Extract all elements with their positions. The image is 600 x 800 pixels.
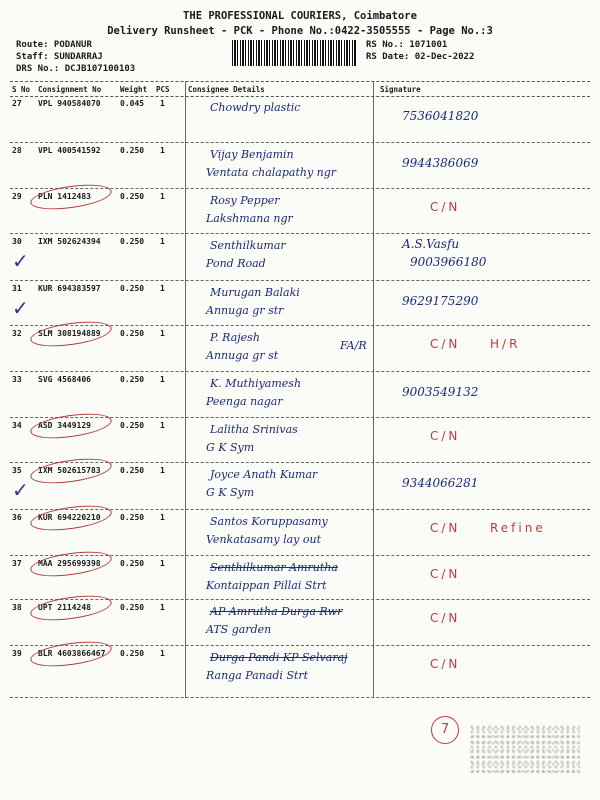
weight-value: 0.250 [120,649,145,658]
signature: 9003549132 [402,385,479,399]
consignment-number: PLN 1412483 [38,192,91,201]
serial-number: 38 [12,603,22,612]
col-consignment: Consignment No [38,85,102,94]
weight-value: 0.250 [120,146,145,155]
weight-value: 0.250 [120,329,145,338]
table-row [10,142,590,189]
consignment-number: SVG 4568406 [38,375,91,384]
signature: C/N [430,611,461,625]
pieces-count: 1 [160,192,165,201]
signature: C/N [430,200,461,214]
consignee-address: ATS garden [206,623,272,636]
consignment-number: KUR 694220210 [38,513,101,522]
consignment-number: KUR 694383597 [38,284,101,293]
consignee-name: Joyce Anath Kumar [210,468,318,481]
weight-value: 0.250 [120,513,145,522]
consignee-address: Annuga gr str [206,304,284,317]
route-label: Route: PODANUR [16,40,92,50]
col-consignee: Consignee Details [188,85,265,94]
consignment-number: VPL 400541592 [38,146,101,155]
serial-number: 30 [12,237,22,246]
weight-value: 0.250 [120,375,145,384]
signature: C/N [430,657,461,671]
consignee-address: Pond Road [206,257,266,270]
serial-number: 35 [12,466,22,475]
serial-number: 36 [12,513,22,522]
weight-value: 0.045 [120,99,145,108]
weight-value: 0.250 [120,421,145,430]
col-weight: Weight [120,85,148,94]
weight-value: 0.250 [120,237,145,246]
page-mark: 7 [431,716,459,744]
serial-number: 34 [12,421,22,430]
pieces-count: 1 [160,237,165,246]
consignee-name: Senthilkumar Amrutha [210,561,338,574]
consignee-name: K. Muthiyamesh [210,377,302,390]
pieces-count: 1 [160,559,165,568]
serial-number: 27 [12,99,22,108]
drs-number: DRS No.: DCJB107100103 [16,64,136,74]
col-signature: Signature [380,85,421,94]
ink-smudge [470,725,580,773]
consignee-address: Annuga gr st [206,349,279,362]
serial-number: 29 [12,192,22,201]
table-row [10,233,590,281]
weight-value: 0.250 [120,603,145,612]
check-mark-icon: ✓ [12,296,29,320]
consignee-address: Ventata chalapathy ngr [206,166,337,179]
pieces-count: 1 [160,284,165,293]
signature: 9344066281 [402,476,479,490]
weight-value: 0.250 [120,466,145,475]
consignment-number: IXM 502624394 [38,237,101,246]
signature: 7536041820 [402,109,479,123]
weight-value: 0.250 [120,284,145,293]
signature: C/N [430,521,461,535]
consignment-number: BLR 4603866467 [38,649,106,658]
table-row [10,280,590,326]
consignee-address: Ranga Panadi Strt [206,669,309,682]
consignee-name: P. Rajesh [210,331,260,344]
pieces-count: 1 [160,466,165,475]
consignee-address: Kontaippan Pillai Strt [206,579,327,592]
staff-label: Staff: SUNDARRAJ [16,52,103,62]
consignment-number: ASD 3449129 [38,421,91,430]
pieces-count: 1 [160,513,165,522]
rs-number: RS No.: 1071001 [366,40,448,50]
signature: 9629175290 [402,294,479,308]
signature-extra: H/R [490,337,521,351]
consignee-name: Murugan Balaki [210,286,300,299]
rs-date: RS Date: 02-Dec-2022 [366,52,475,62]
pieces-count: 1 [160,146,165,155]
pieces-count: 1 [160,421,165,430]
col-sno: S No [12,85,31,94]
serial-number: 39 [12,649,22,658]
weight-value: 0.250 [120,192,145,201]
company-title: THE PROFESSIONAL COURIERS, Coimbatore [183,10,417,22]
consignee-name: Chowdry plastic [210,101,301,114]
consignee-name: Senthilkumar [210,239,286,252]
serial-number: 37 [12,559,22,568]
handwritten-note: FA/R [340,339,367,352]
consignment-number: MAA 295699398 [38,559,101,568]
consignee-name: AP Amrutha Durga Rwr [210,605,343,618]
consignment-number: SLM 308194889 [38,329,101,338]
check-mark-icon: ✓ [12,478,29,502]
col-pcs: PCS [156,85,170,94]
consignee-address: G K Sym [206,486,255,499]
runsheet-subtitle: Delivery Runsheet - PCK - Phone No.:0422-3505555 - Page No.:3 [107,25,493,37]
signature-extra: 9003966180 [410,255,487,269]
consignment-number: VPL 940584070 [38,99,101,108]
consignee-name: Durga Pandi KP Selvaraj [210,651,348,664]
pieces-count: 1 [160,375,165,384]
pieces-count: 1 [160,603,165,612]
check-mark-icon: ✓ [12,249,29,273]
consignee-address: Venkatasamy lay out [206,533,321,546]
signature: C/N [430,567,461,581]
pieces-count: 1 [160,329,165,338]
signature: C/N [430,337,461,351]
signature-extra: Refine [490,521,546,535]
consignee-name: Lalitha Srinivas [210,423,298,436]
consignee-address: Lakshmana ngr [206,212,293,225]
serial-number: 28 [12,146,22,155]
table-row [10,371,590,418]
consignee-name: Vijay Benjamin [210,148,294,161]
consignment-number: IXM 502615783 [38,466,101,475]
consignment-number: UPT 2114248 [38,603,91,612]
table-row [10,95,590,143]
consignee-name: Santos Koruppasamy [210,515,328,528]
signature: 9944386069 [402,156,479,170]
serial-number: 33 [12,375,22,384]
serial-number: 32 [12,329,22,338]
signature: A.S.Vasfu [402,237,460,251]
consignee-address: G K Sym [206,441,255,454]
serial-number: 31 [12,284,22,293]
pieces-count: 1 [160,99,165,108]
barcode [232,40,356,66]
signature: C/N [430,429,461,443]
pieces-count: 1 [160,649,165,658]
consignee-name: Rosy Pepper [210,194,280,207]
consignee-address: Peenga nagar [206,395,283,408]
weight-value: 0.250 [120,559,145,568]
